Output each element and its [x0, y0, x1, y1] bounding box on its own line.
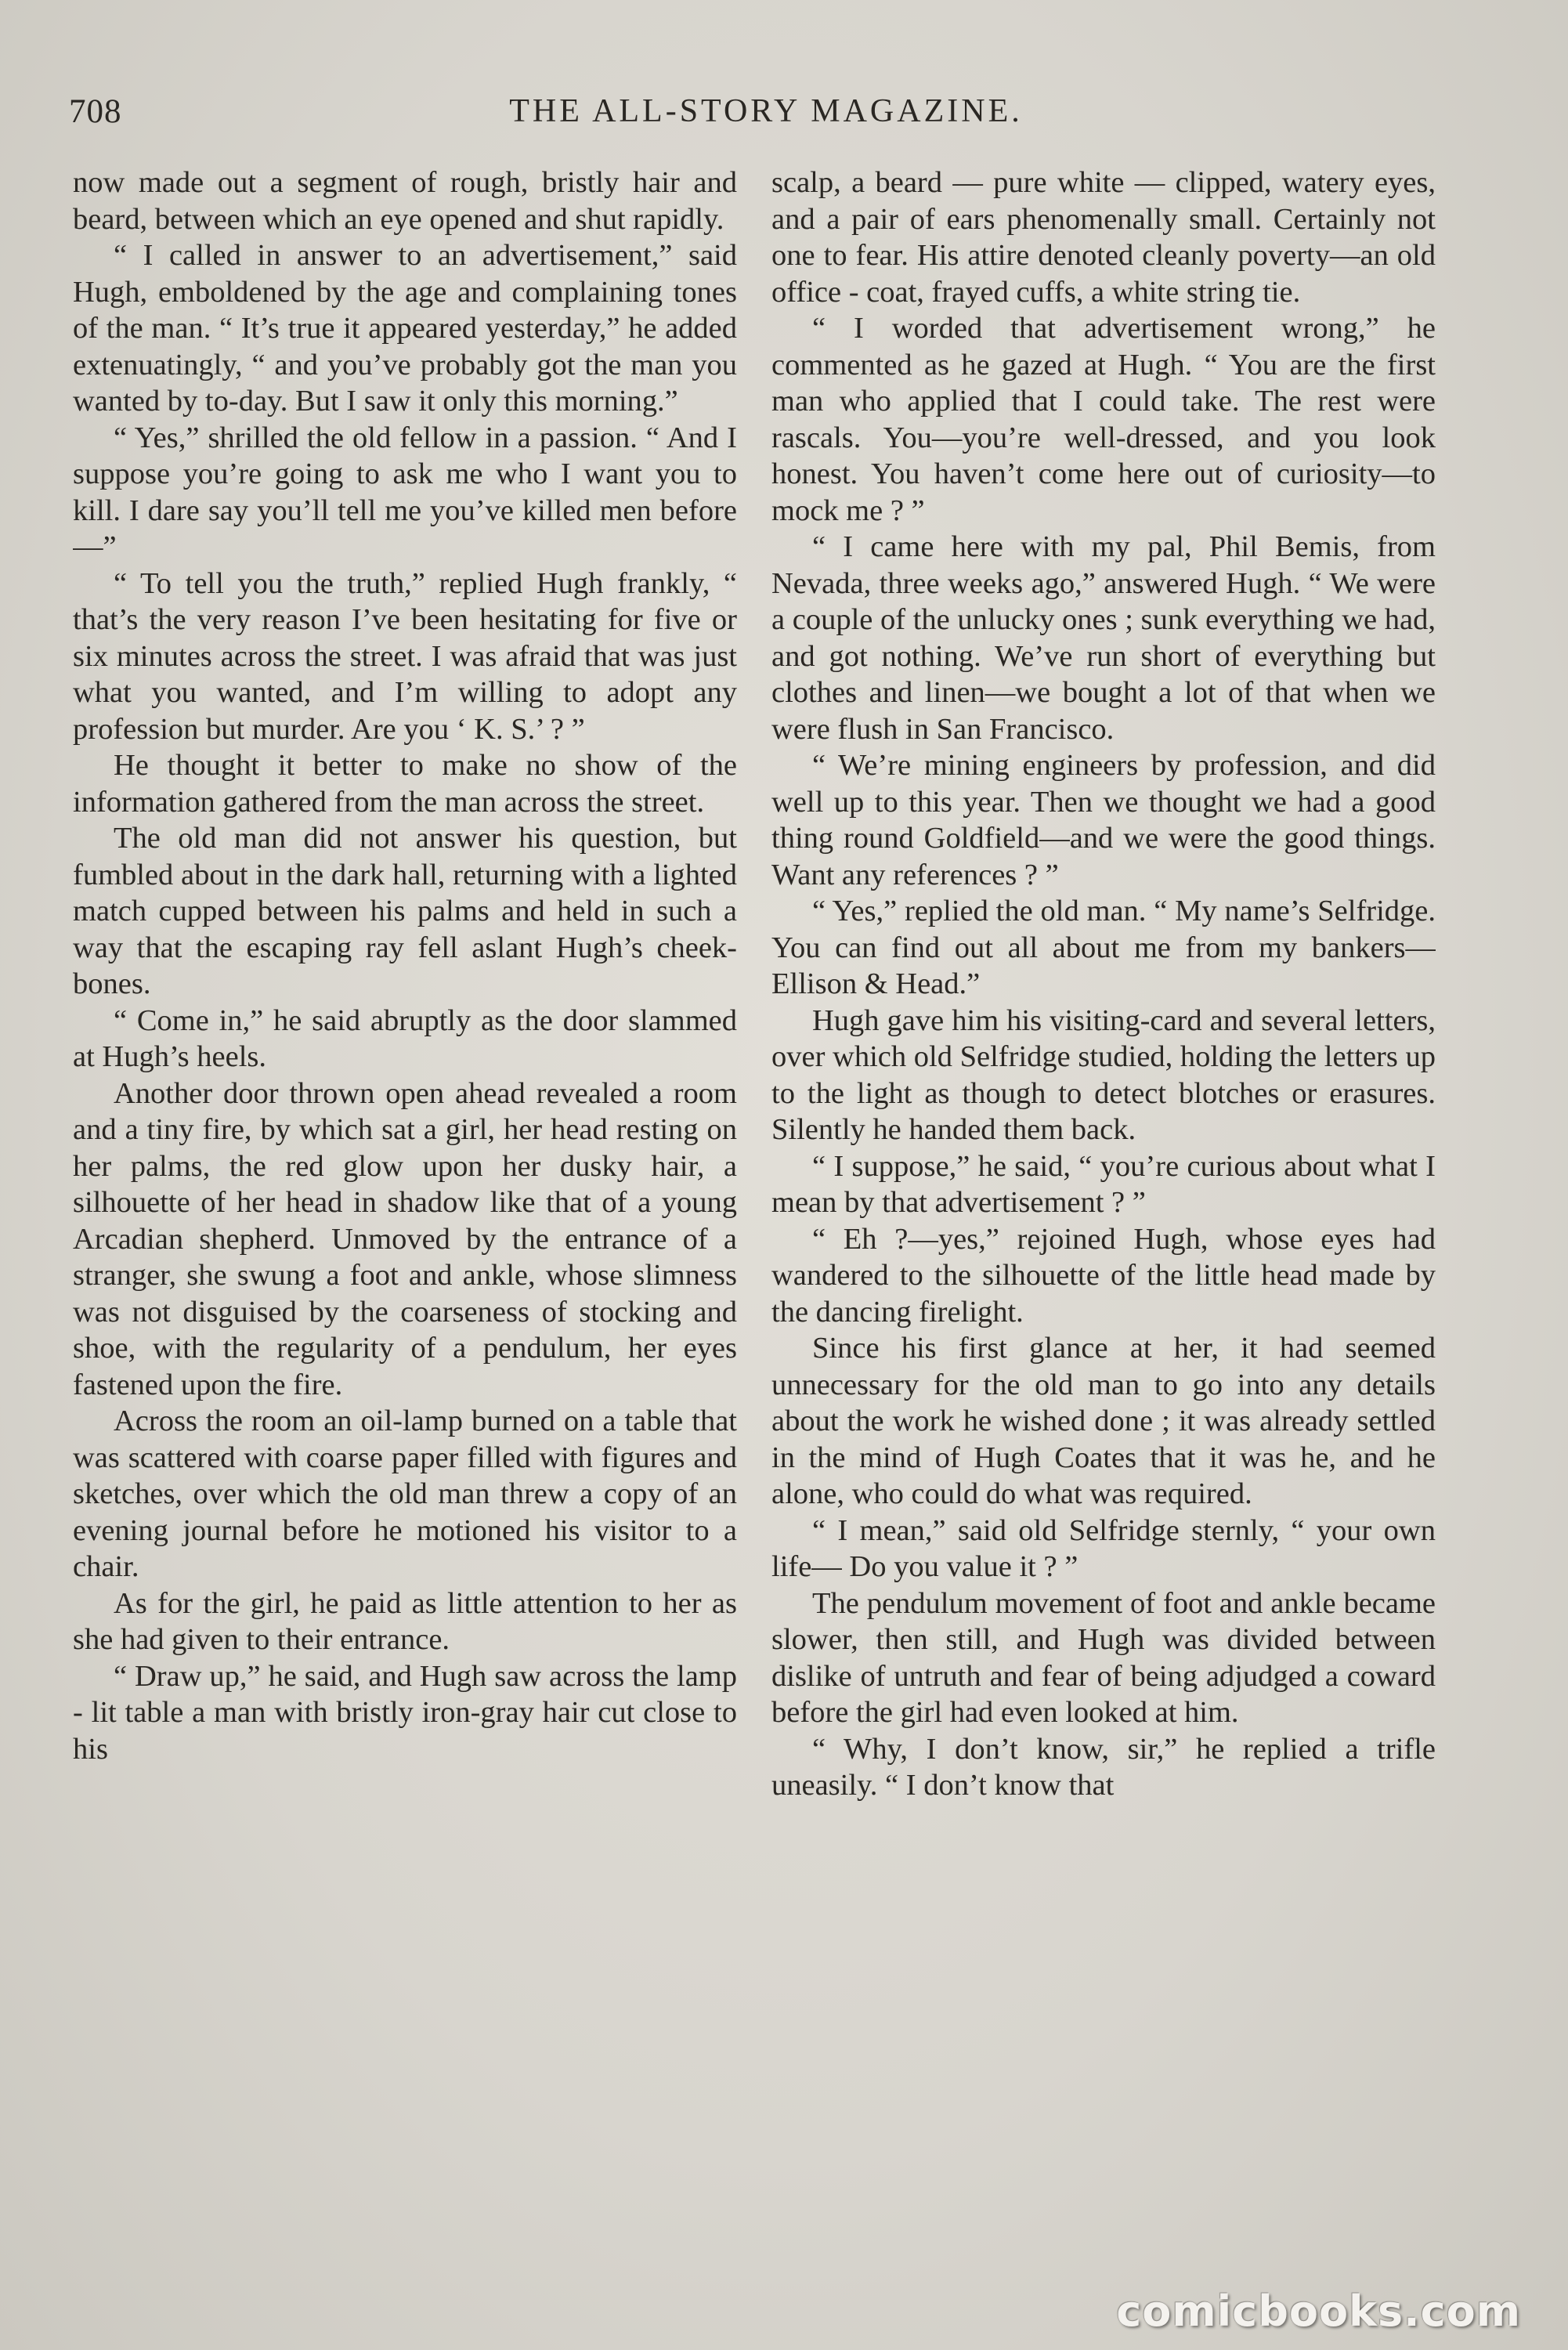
- paragraph: “ Draw up,” he said, and Hugh saw across the lamp - lit table a man with bristly iron-gray hair cut close to his: [73, 1659, 737, 1766]
- left-column: [73, 164, 737, 2256]
- right-column: [771, 164, 1436, 2256]
- paragraph: “ I suppose,” he said, “ you’re curious about what I mean by that advertisement ? ”: [771, 1149, 1436, 1219]
- paragraph: The pendulum movement of foot and ankle became slower, then still, and Hugh was divided between dislike of untruth and fear of being adjudged a coward before the girl had even looked at him.: [771, 1586, 1436, 1729]
- paragraph: The old man did not answer his question, but fumbled about in the dark hall, returning with a lighted match cupped between his palms and held in such a way that the escaping ray fell aslant Hugh’s cheek-bones.: [73, 822, 737, 1000]
- paragraph: “ I came here with my pal, Phil Bemis, from Nevada, three weeks ago,” answered Hugh. “ We were a couple of the unlucky ones ; sunk everything we had, and got nothing. We’ve run short of everything but clothes and linen—we bought a lot of that when we were flush in San Francisco.: [771, 530, 1436, 746]
- paragraph: “ I mean,” said old Selfridge sternly, “ your own life— Do you value it ? ”: [771, 1513, 1436, 1583]
- paragraph: Since his first glance at her, it had seemed unnecessary for the old man to go into any details about the work he wished done ; it was already settled in the mind of Hugh Coates that it was he, and he alone, who could do what was required.: [771, 1332, 1436, 1510]
- paragraph: Across the room an oil-lamp burned on a table that was scattered with coarse paper filled with figures and sketches, over which the old man threw a copy of an evening journal before he motioned his visitor to a chair.: [73, 1405, 737, 1583]
- paragraph: As for the girl, he paid as little attention to her as she had given to their entrance.: [73, 1586, 737, 1656]
- paragraph: “ Yes,” replied the old man. “ My name’s Selfridge. You can find out all about me from my bankers—Ellison & Head.”: [771, 895, 1436, 1000]
- paragraph: “ Come in,” he said abruptly as the door slammed at Hugh’s heels.: [73, 1003, 737, 1073]
- paragraph: “ Eh ?—yes,” rejoined Hugh, whose eyes had wandered to the silhouette of the little head made by the dancing firelight.: [771, 1222, 1436, 1329]
- paragraph: “ I worded that advertisement wrong,” he commented as he gazed at Hugh. “ You are the first man who applied that I could take. The rest were rascals. You—you’re well-dressed, and you look honest. You haven’t come here out of curiosity—to mock me ? ”: [771, 312, 1436, 527]
- watermark: comicbooks.com: [1116, 2287, 1521, 2336]
- paragraph: “ Yes,” shrilled the old fellow in a passion. “ And I suppose you’re going to ask me who I want you to kill. I dare say you’ll tell me you’ve killed men before—”: [73, 421, 737, 563]
- paragraph: “ To tell you the truth,” replied Hugh frankly, “ that’s the very reason I’ve been hesitating for five or six minutes across the street. I was afraid that was just what you wanted, and I’m willing to adopt any profession but murder. Are you ‘ K. S.’ ? ”: [73, 566, 737, 746]
- paragraph: “ I called in answer to an advertisement,” said Hugh, emboldened by the age and complaining tones of the man. “ It’s true it appeared yesterday,” he added extenuatingly, “ and you’ve probably got the man you wanted by to-day. But I saw it only this morning.”: [73, 239, 737, 418]
- paragraph: now made out a segment of rough, bristly hair and beard, between which an eye opened and shut rapidly.: [73, 166, 737, 236]
- running-head: THE ALL-STORY MAGAZINE.: [509, 93, 1023, 129]
- paragraph: He thought it better to make no show of the information gathered from the man across the street.: [73, 749, 737, 819]
- paragraph: “ Why, I don’t know, sir,” he replied a trifle uneasily. “ I don’t know that: [771, 1732, 1436, 1802]
- paragraph: “ We’re mining engineers by profession, and did well up to this year. Then we thought we had a good thing round Goldfield—and we were the good things. Want any references ? ”: [771, 749, 1436, 891]
- paragraph: Hugh gave him his visiting-card and several letters, over which old Selfridge studied, holding the letters up to the light as though to detect blotches or erasures. Silently he handed them back.: [771, 1003, 1436, 1146]
- paragraph: Another door thrown open ahead revealed a room and a tiny fire, by which sat a girl, her head resting on her palms, the red glow upon her dusky hair, a silhouette of her head in shadow like that of a young Arcadian shepherd. Unmoved by the entrance of a stranger, she swung a foot and ankle, whose slimness was not disguised by the coarseness of stocking and shoe, with the regularity of a pendulum, her eyes fastened upon the fire.: [73, 1076, 737, 1401]
- paragraph: scalp, a beard — pure white — clipped, watery eyes, and a pair of ears phenomenally small. Certainly not one to fear. His attire denoted cleanly poverty—an old office - coat, frayed cuffs, a white string tie.: [771, 166, 1436, 309]
- page-number: 708: [69, 93, 122, 130]
- page-header: [69, 92, 1463, 139]
